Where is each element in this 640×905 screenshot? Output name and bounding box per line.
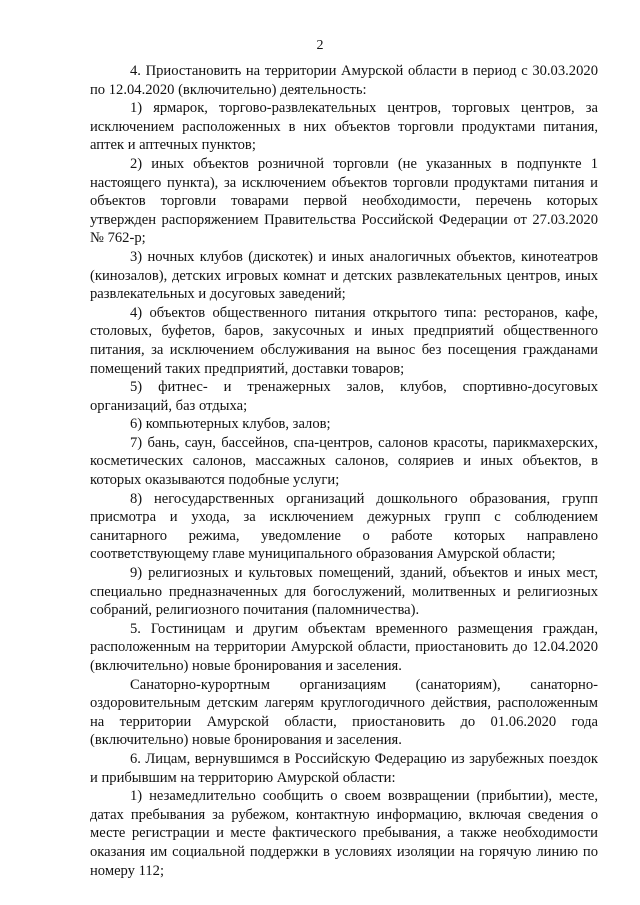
subitem-5-fitness: 5) фитнес- и тренажерных залов, клубов, спортивно-досуговых организаций, баз отдыха; (90, 379, 598, 414)
paragraph-sanatoriums: Санаторно-курортным организациям (санаториям), санаторно-оздоровительным детским лагерям круглогодичного действия, расположенным на территории Амурской области, приостановить до 01.06.2020 года (включительно) новые бронирования и заселения. (90, 676, 598, 749)
subitem-8-preschool: 8) негосударственных организаций дошкольного образования, групп присмотра и ухода, за исключением дежурных групп с соблюдением санитарного режима, уведомление о работе которых направлено соответствующему главе муниципального образования Амурской области; (90, 490, 598, 563)
subitem-7-baths-salons: 7) бань, саун, бассейнов, спа-центров, салонов красоты, парикмахерских, косметических салонов, массажных салонов, соляриев и иных объектов, в которых оказываются подобные услуги; (90, 434, 598, 489)
paragraph-item-4: 4. Приостановить на территории Амурской области в период с 30.03.2020 по 12.04.2020 (включительно) деятельность: (90, 63, 598, 98)
subitem-1-report-return: 1) незамедлительно сообщить о своем возвращении (прибытии), месте, датах пребывания за рубежом, контактную информацию, включая сведения о месте регистрации и месте фактического пребывания, а также необходимости оказания им социальной поддержки в условиях изоляции на горячую линию по номеру 112; (90, 788, 598, 879)
subitem-1-fairs: 1) ярмарок, торгово-развлекательных центров, торговых центров, за исключением расположенных в них объектов торговли продуктами питания, аптек и аптечных пунктов; (90, 100, 598, 154)
subitem-2-retail: 2) иных объектов розничной торговли (не указанных в подпункте 1 настоящего пункта), за исключением объектов торговли продуктами питания и объектов торговли товарами первой необходимости, перечень которых утвержден распоряжением Правительства Российской Федерации от 27.03.2020 № 762-р; (90, 155, 598, 247)
paragraph-item-6-returnees: 6. Лицам, вернувшимся в Российскую Федерацию из зарубежных поездок и прибывшим на территорию Амурской области: (90, 750, 598, 786)
document-body (90, 62, 598, 880)
subitem-9-religious: 9) религиозных и культовых помещений, зданий, объектов и иных мест, специально предназначенных для богослужений, молитвенных и религиозных собраний, религиозного почитания (паломничества). (90, 565, 598, 619)
subitem-4-catering: 4) объектов общественного питания открытого типа: ресторанов, кафе, столовых, буфетов, баров, закусочных и иных предприятий общественного питания, за исключением обслуживания на вынос без посещения гражданами помещений таких предприятий, доставки товаров; (90, 304, 598, 377)
subitem-3-night-clubs: 3) ночных клубов (дискотек) и иных аналогичных объектов, кинотеатров (кинозалов), детских игровых комнат и детских развлекательных центров, иных развлекательных и досуговых заведений; (90, 248, 598, 303)
subitem-6-computer-clubs: 6) компьютерных клубов, залов; (130, 416, 331, 433)
page-number: 2 (316, 38, 324, 53)
paragraph-item-5-hotels: 5. Гостиницам и другим объектам временного размещения граждан, расположенным на территории Амурской области, приостановить до 12.04.2020 (включительно) новые бронирования и заселения. (90, 620, 598, 674)
